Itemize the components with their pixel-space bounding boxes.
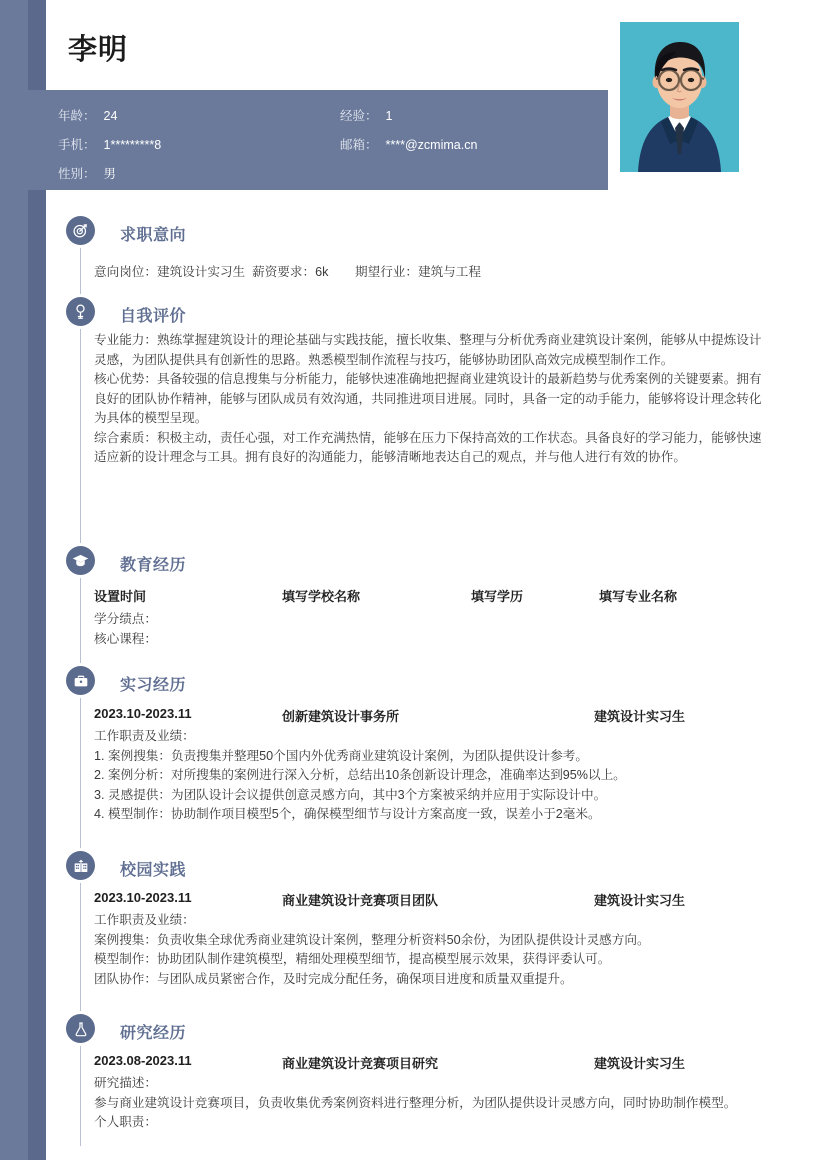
profile-field-gender-value: 男 [103, 167, 117, 181]
internship-line-1: 工作职责及业绩： [94, 729, 195, 743]
internship-line-5: 4. 模型制作：协助制作项目模型5个，确保模型细节与设计方案高度一致，误差小于2毫米。 [94, 807, 601, 821]
graduation-cap-icon [66, 546, 95, 575]
avatar [620, 22, 739, 172]
campus-line-2: 案例搜集：负责收集全球优秀商业建筑设计案例，整理分析资料50余份，为团队提供设计灵感方向。 [94, 932, 650, 947]
campus-building-icon [66, 851, 95, 880]
education-time: 设置时间 [94, 589, 147, 604]
internship-line-3: 2. 案例分析：对所搜集的案例进行深入分析，总结出10条创新设计理念，准确率达到95%以上。 [94, 768, 626, 782]
left-decor-bar-outer [0, 0, 28, 1160]
internship-line-2: 1. 案例搜集：负责搜集并整理50个国内外优秀商业建筑设计案例，为团队提供设计参考。 [94, 748, 588, 763]
target-icon [66, 216, 95, 245]
award-icon [66, 297, 95, 326]
profile-field-experience-value: 1 [385, 109, 393, 123]
profile-field-phone-label: 手机： [58, 138, 96, 152]
self-evaluation-para-3: 综合素质：积极主动，责任心强，对工作充满热情，能够在压力下保持高效的工作状态。具备良好的学习能力，能够快速适应新的设计理念与工具。拥有良好的沟通能力，能够清晰地表达自己的观点，并与他人进行有效的协作。 [94, 430, 762, 464]
self-evaluation-body [94, 331, 766, 468]
internship-role: 建筑设计实习生 [594, 709, 686, 724]
profile-field-experience-label: 经验： [340, 109, 378, 123]
profile-field-phone [58, 135, 161, 153]
briefcase-icon [66, 666, 95, 695]
research-line-2: 参与商业建筑设计竞赛项目，负责收集优秀案例资料进行整理分析，为团队提供设计灵感方向，同时协助制作模型。 [94, 1095, 737, 1110]
education-school: 填写学校名称 [282, 589, 361, 604]
section-title-research: 研究经历 [120, 1025, 187, 1042]
flask-icon [66, 1014, 95, 1043]
internship-line-4: 3. 灵感提供：为团队设计会议提供创意灵感方向，其中3个方案被采纳并应用于实际设计中。 [94, 787, 607, 802]
profile-field-age [58, 106, 117, 124]
profile-field-gender [58, 164, 116, 182]
education-row-header [94, 586, 766, 604]
research-body [94, 1074, 766, 1133]
education-gpa-label: 学分绩点： [94, 612, 157, 626]
profile-info-band [28, 90, 608, 190]
internship-org: 创新建筑设计事务所 [282, 709, 400, 724]
education-major: 填写专业名称 [599, 589, 678, 604]
job-intention-left: 意向岗位：建筑设计实习生 薪资要求：6k [94, 265, 329, 279]
research-line-3: 个人职责： [94, 1115, 157, 1129]
campus-body [94, 911, 766, 989]
section-title-education: 教育经历 [120, 557, 187, 574]
research-date: 2023.08-2023.11 [94, 1053, 192, 1068]
internship-row-header [94, 706, 766, 724]
job-intention-right: 期望行业：建筑与工程 [355, 265, 481, 279]
profile-field-age-label: 年龄： [58, 109, 96, 123]
profile-field-gender-label: 性别： [58, 167, 96, 181]
profile-field-email-value: ****@zcmima.cn [385, 138, 478, 152]
section-title-self-evaluation: 自我评价 [120, 308, 187, 325]
research-row-header [94, 1053, 766, 1071]
research-org: 商业建筑设计竞赛项目研究 [282, 1056, 439, 1071]
section-title-job-intention: 求职意向 [120, 227, 187, 244]
campus-line-3: 模型制作：协助团队制作建筑模型，精细处理模型细节，提高模型展示效果，获得评委认可。 [94, 952, 611, 966]
campus-org: 商业建筑设计竞赛项目团队 [282, 893, 439, 908]
internship-date: 2023.10-2023.11 [94, 706, 192, 721]
self-evaluation-para-1: 专业能力：熟练掌握建筑设计的理论基础与实践技能，擅长收集、整理与分析优秀商业建筑设计案例，能够从中提炼设计灵感，为团队提供具有创新性的思路。熟悉模型制作流程与技巧，能够协助团队高效完成模型制作工作。 [94, 333, 762, 367]
profile-field-phone-value: 1*********8 [103, 138, 162, 152]
campus-line-1: 工作职责及业绩： [94, 913, 195, 927]
section-title-internship: 实习经历 [120, 677, 187, 694]
profile-field-experience [340, 106, 392, 124]
education-courses-label: 核心课程： [94, 632, 157, 646]
profile-field-age-value: 24 [103, 109, 118, 123]
internship-body [94, 727, 766, 825]
page-title: 李明 [68, 34, 129, 66]
campus-role: 建筑设计实习生 [594, 893, 686, 908]
profile-field-email [340, 135, 477, 153]
research-role: 建筑设计实习生 [594, 1056, 686, 1071]
education-degree: 填写学历 [471, 589, 524, 604]
campus-line-4: 团队协作：与团队成员紧密合作，及时完成分配任务，确保项目进度和质量双重提升。 [94, 971, 573, 986]
profile-field-email-label: 邮箱： [340, 138, 378, 152]
section-title-campus: 校园实践 [120, 862, 187, 879]
self-evaluation-para-2: 核心优势：具备较强的信息搜集与分析能力，能够快速准确地把握商业建筑设计的最新趋势与优秀案例的关键要素。拥有良好的团队协作精神，能够与团队成员有效沟通，共同推进项目进展。同时，具备一定的动手能力，能够将设计理念转化为具体的模型呈现。 [94, 372, 762, 425]
campus-date: 2023.10-2023.11 [94, 890, 192, 905]
campus-row-header [94, 890, 766, 908]
research-line-1: 研究描述： [94, 1076, 157, 1090]
